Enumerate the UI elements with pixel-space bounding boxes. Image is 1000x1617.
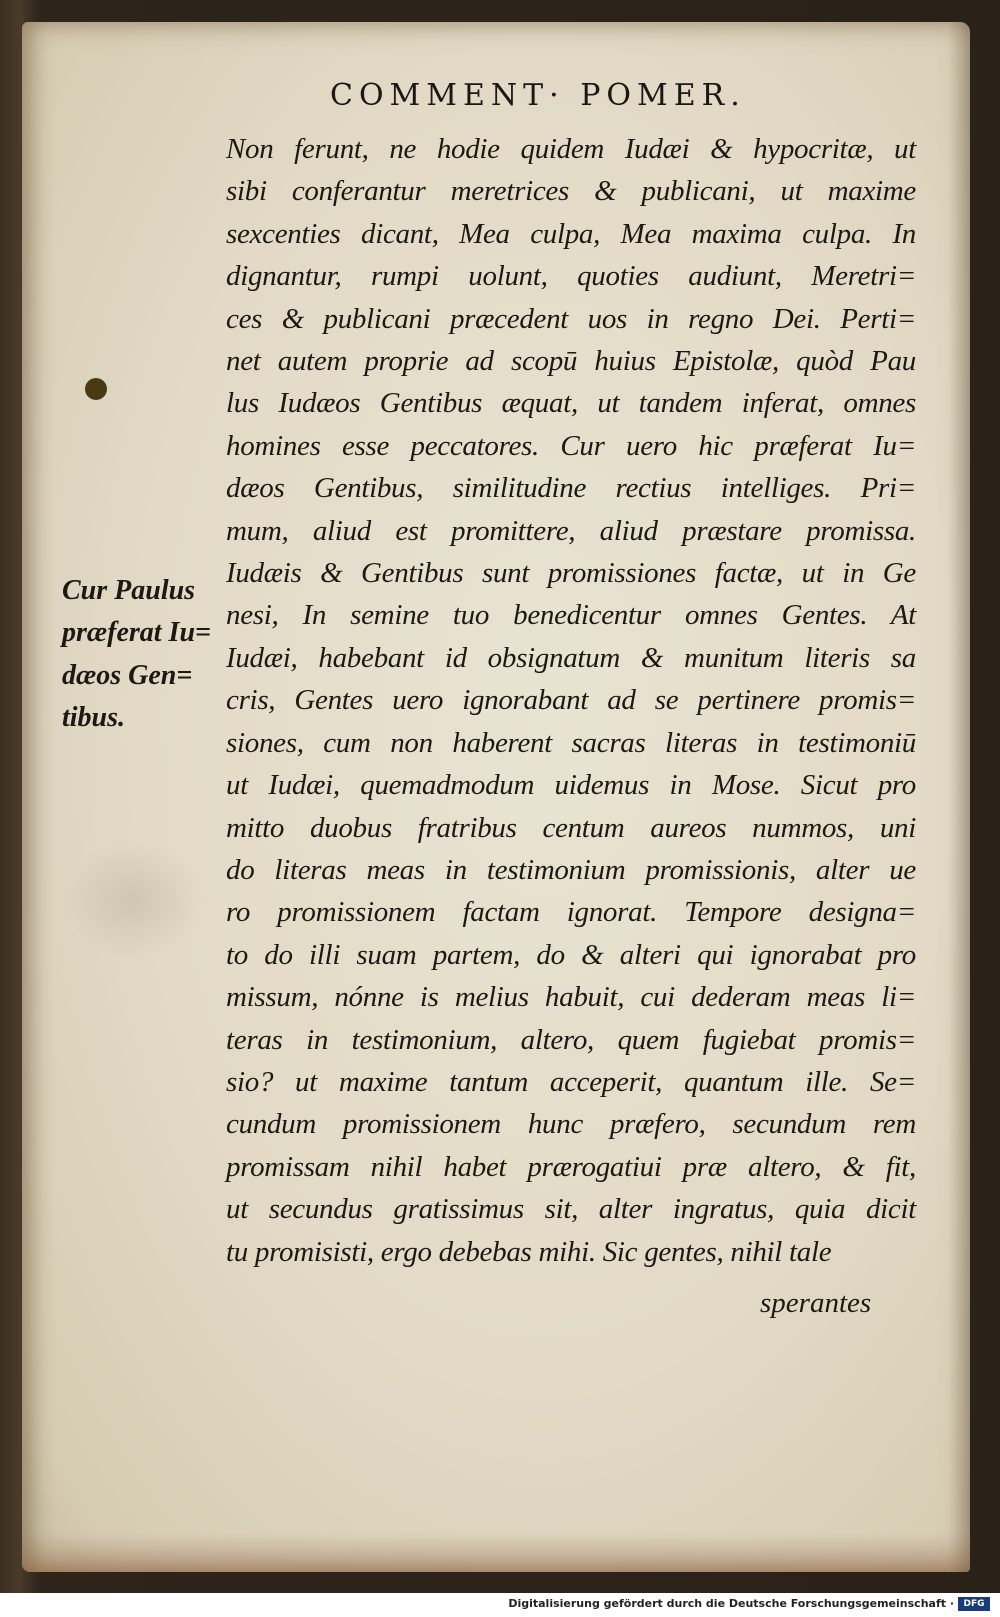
text-line: nesi, In semine tuo benedicentur omnes Gentes. At [226,599,916,632]
text-line: Non ferunt, ne hodie quidem Iudæi & hypocritæ, ut [226,133,916,165]
text-line: ut Iudæi, quemadmodum uidemus in Mose. Sicut pro [226,769,916,802]
text-line: tu promisisti, ergo debebas mihi. Sic gentes, nihil tale [226,1235,832,1268]
text-line: cris, Gentes uero ignorabant ad se pertinere promis= [226,684,916,717]
text-line: sio? ut maxime tantum acceperit, quantum ille. Se= [226,1065,916,1098]
catchword: sperantes [760,1287,872,1319]
marginal-note [62,570,232,740]
text-line: to do illi suam partem, do & alteri qui ignorabat pro [226,938,916,971]
text-line: sibi conferantur meretrices & publicani, ut maxime [226,175,916,208]
text-line: mum, aliud est promittere, aliud præstare promissa. [226,514,916,547]
text-line: teras in testimonium, altero, quem fugiebat promis= [226,1023,916,1056]
marginal-note-line: præferat Iu= [62,617,211,649]
text-line: ut secundus gratissimus sit, alter ingratus, quia dicit [226,1193,916,1226]
text-line: Iudæi, habebant id obsignatum & munitum literis sa [226,641,916,674]
text-line: homines esse peccatores. Cur uero hic præferat Iu= [226,429,916,462]
text-line: mitto duobus fratribus centum aureos nummos, uni [226,811,916,844]
page-edge-shadow [948,22,970,1572]
marginal-note-line: tibus. [62,702,126,734]
text-line: siones, cum non haberent sacras literas in testimoniū [226,726,916,759]
marginal-note-line: Cur Paulus [62,575,196,606]
page-bottom-stain [22,1532,970,1572]
main-text-block [226,128,916,1273]
running-head: COMMENT· POMER. [330,78,746,113]
text-line: lus Iudæos Gentibus æquat, ut tandem inferat, omnes [226,387,916,420]
funding-credit: Digitalisierung gefördert durch die Deutsche Forschungsgemeinschaft · [508,1597,954,1610]
text-line: promissam nihil habet prærogatiui præ altero, & fit, [226,1150,916,1183]
text-line: cundum promissionem hunc præfero, secundum rem [226,1108,916,1141]
text-line: ces & publicani præcedent uos in regno Dei. Perti= [226,302,916,335]
text-line: ro promissionem factam ignorat. Tempore designa= [226,896,916,929]
text-line: net autem proprie ad scopū huius Epistolæ, quòd Pau [226,345,916,378]
text-line: dignantur, rumpi uolunt, quoties audiunt, Meretri= [226,260,916,293]
text-line: do literas meas in testimonium promissionis, alter ue [226,853,916,886]
ink-blot [85,378,107,400]
dfg-logo: DFG [958,1597,990,1611]
text-line: Iudæis & Gentibus sunt promissiones factæ, ut in Ge [226,557,916,590]
text-line: sexcenties dicant, Mea culpa, Mea maxima culpa. In [226,217,916,250]
text-line: dæos Gentibus, similitudine rectius intelliges. Pri= [226,472,916,505]
show-through-ink [64,840,204,960]
marginal-note-line: dæos Gen= [62,659,193,691]
text-line: missum, nónne is melius habuit, cui dederam meas li= [226,981,916,1014]
